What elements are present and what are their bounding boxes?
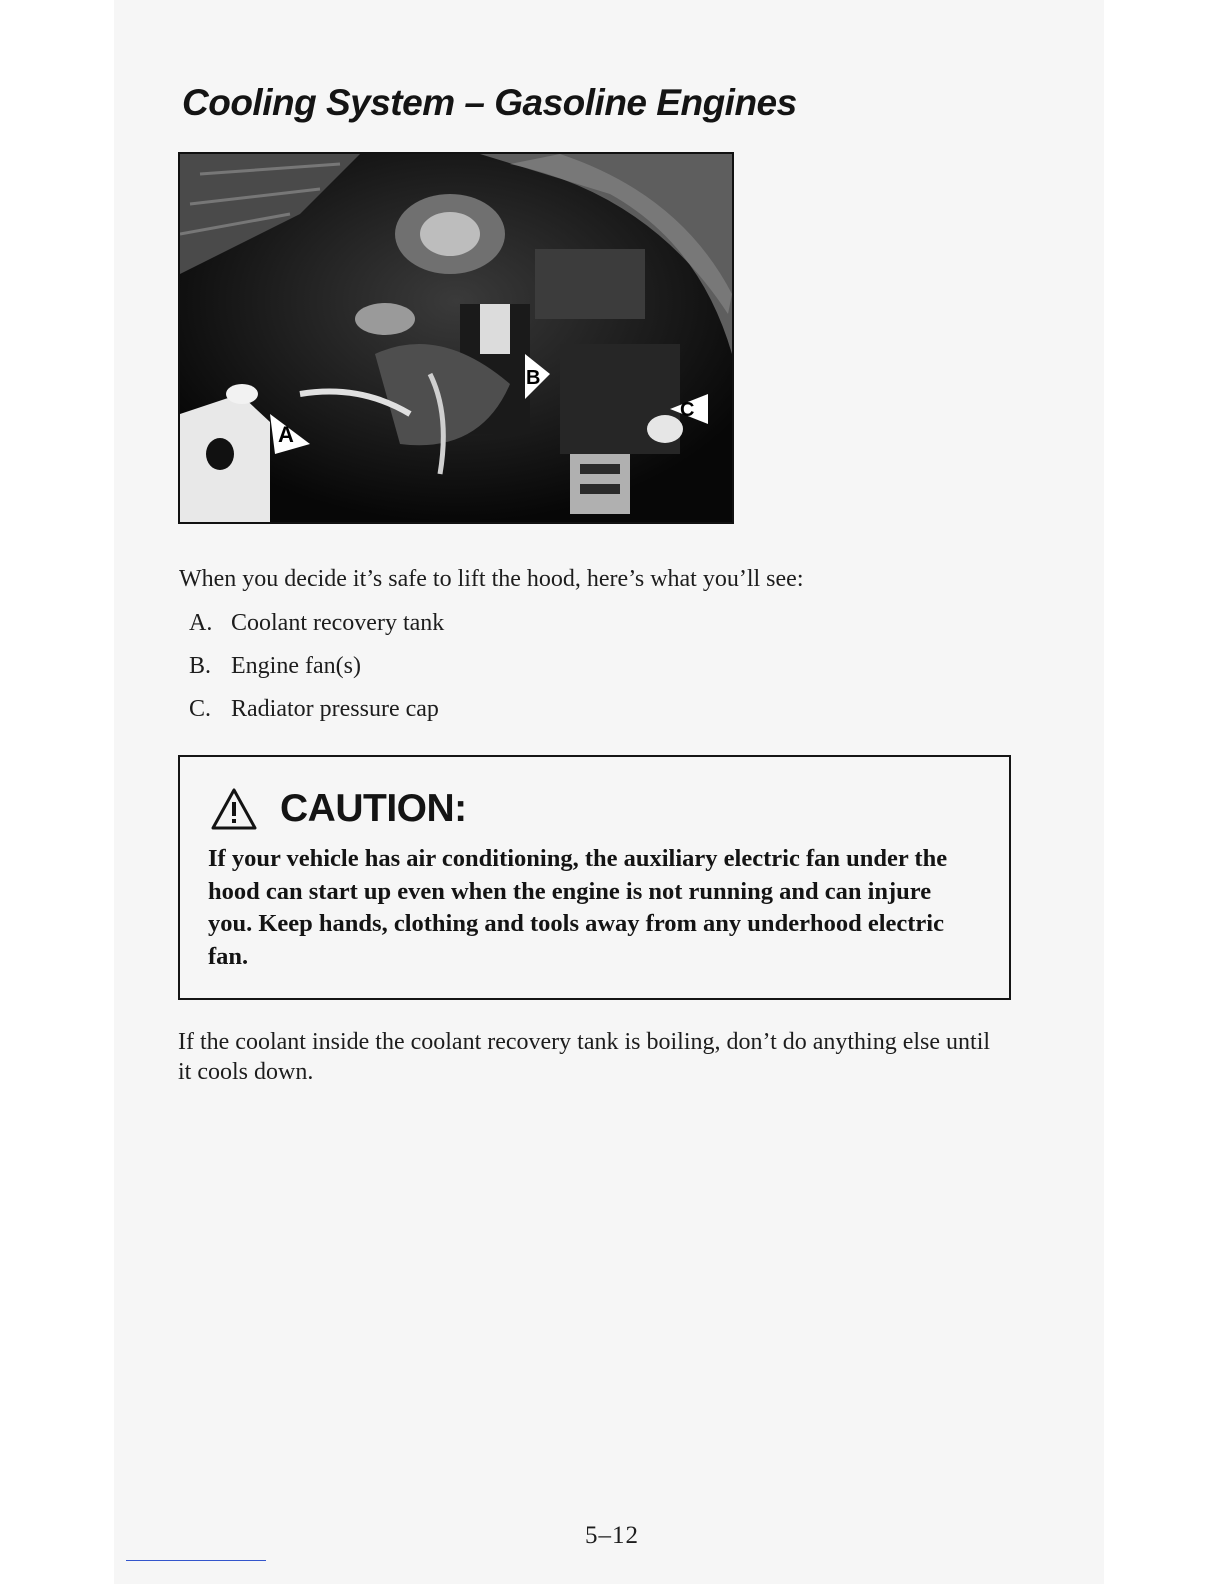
page-title: Cooling System – Gasoline Engines xyxy=(182,82,797,123)
caution-title: CAUTION: xyxy=(280,787,467,830)
component-list xyxy=(189,610,444,739)
list-item-letter: C. xyxy=(189,696,212,722)
list-item xyxy=(189,653,444,696)
caution-box xyxy=(178,755,1011,1000)
caution-text: If your vehicle has air conditioning, the auxiliary electric fan under the hood can start up even when the engine is not running and can injure you. Keep hands, clothing and tools away from any underhood electric fan. xyxy=(208,845,948,970)
caution-header xyxy=(210,787,467,831)
list-item-text: Coolant recovery tank xyxy=(231,610,445,636)
engine-compartment-photo xyxy=(178,152,734,524)
svg-text:B: B xyxy=(526,367,541,389)
list-item-letter: B. xyxy=(189,653,212,679)
list-item xyxy=(189,610,444,653)
page-number: 5–12 xyxy=(585,1522,639,1549)
engine-photo-illustration xyxy=(180,154,732,522)
list-item-text: Radiator pressure cap xyxy=(231,696,439,722)
closing-paragraph: If the coolant inside the coolant recovery tank is boiling, don’t do anything else until it cools down. xyxy=(178,1029,991,1085)
list-item xyxy=(189,696,444,739)
warning-triangle-icon xyxy=(210,787,258,831)
svg-text:C: C xyxy=(680,399,695,421)
list-item-text: Engine fan(s) xyxy=(231,653,361,679)
list-item-letter: A. xyxy=(189,610,213,636)
intro-text: When you decide it’s safe to lift the hood, here’s what you’ll see: xyxy=(179,566,804,592)
svg-text:A: A xyxy=(278,422,294,447)
footer-rule xyxy=(126,1560,266,1561)
